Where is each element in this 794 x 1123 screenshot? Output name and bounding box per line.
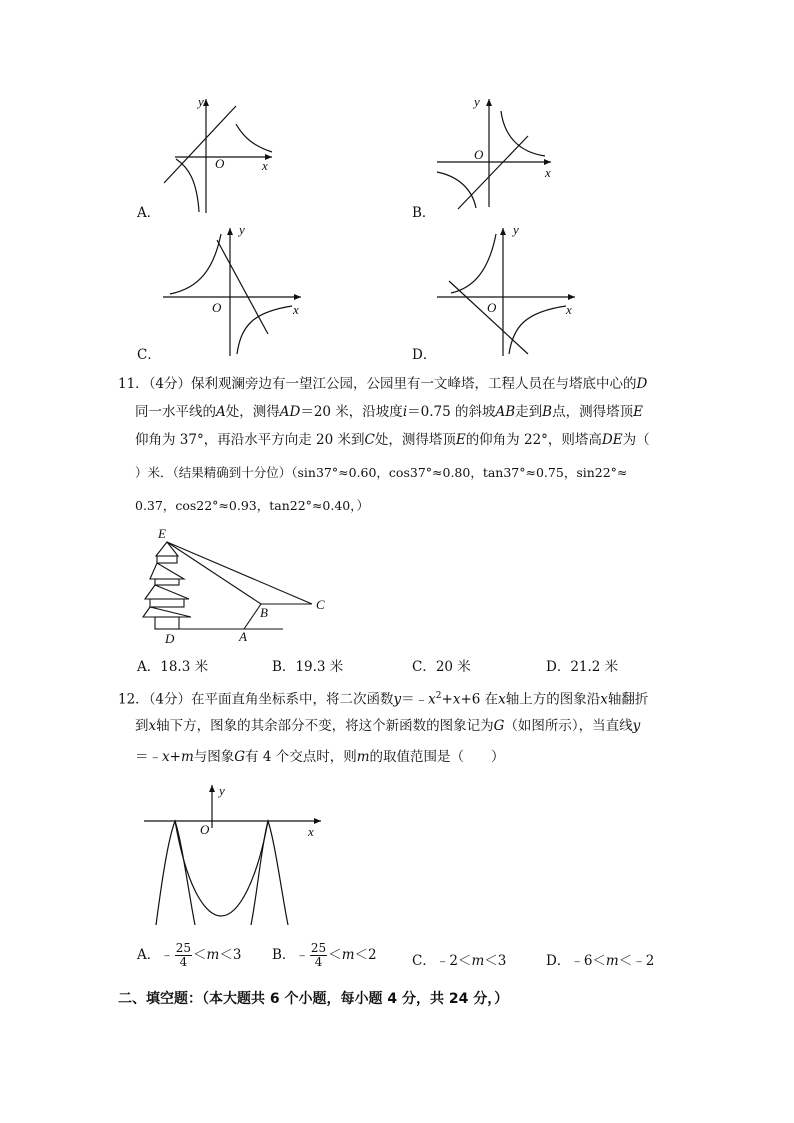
fraction-numerator: 25	[175, 941, 192, 955]
origin-label: O	[212, 300, 222, 315]
question-text: 在平面直角坐标系中，将二次函数	[191, 691, 394, 708]
var-m: m	[341, 947, 355, 963]
question-text: 同一水平线的	[135, 404, 216, 420]
q11-option-c: C．20 米	[412, 659, 471, 675]
q12-option-c	[412, 949, 506, 969]
option-label: A．	[137, 205, 161, 221]
var-m: m	[605, 953, 619, 969]
axis-label-y: y	[513, 222, 519, 237]
var-y: y	[393, 691, 402, 708]
axis-label-x: x	[545, 165, 551, 180]
var-m: m	[471, 953, 485, 969]
option-label: D．	[412, 347, 437, 363]
axis-label-x: x	[308, 824, 314, 839]
question-text: 轴上方的图象沿	[505, 691, 601, 708]
question-text: ＝﹣	[401, 691, 429, 708]
q12-option-a	[137, 942, 241, 969]
option-label: C．	[137, 347, 161, 363]
question-text: 走到	[515, 404, 543, 420]
origin-label: O	[215, 156, 225, 171]
axis-label-y: y	[474, 94, 480, 109]
q12-option-d	[546, 949, 654, 969]
question-text: 与图象	[193, 749, 235, 765]
question-text: 有 4 个交点时，则	[245, 749, 357, 765]
var-i: i	[402, 404, 408, 420]
origin-label: O	[487, 300, 497, 315]
option-label: B．	[272, 947, 296, 963]
var-a: A	[216, 404, 226, 420]
question-text: 的仰角为 22°，则塔高	[465, 432, 602, 448]
var-e: E	[633, 404, 643, 420]
q11-option-d: D．21.2 米	[546, 659, 619, 675]
var-x: x	[162, 749, 170, 765]
question-number: 12．	[118, 691, 149, 708]
option-text: ＜3	[484, 953, 507, 969]
var-x: x	[428, 691, 436, 708]
question-text: 到	[135, 718, 149, 734]
var-d: D	[636, 376, 648, 392]
var-m: m	[206, 947, 220, 963]
question-text: ＝﹣	[135, 749, 162, 765]
point-b-label: B	[260, 605, 268, 620]
var-c: C	[364, 432, 375, 448]
var-g: G	[234, 749, 246, 765]
point-c-label: C	[316, 597, 325, 612]
question-text: ＝0.75 的斜坡	[407, 404, 496, 420]
point-d-label: D	[165, 631, 175, 646]
question-text: （如图所示），当直线	[504, 718, 633, 734]
axis-label-y: y	[198, 94, 204, 109]
option-label: C．	[412, 953, 436, 969]
q11-line-4: ）米．（结果精确到十分位）（sin37°≈0.60，cos37°≈0.80，tan37°≈0.75，sin22°≈	[135, 465, 628, 480]
var-m: m	[180, 749, 194, 765]
fraction-denominator: 4	[314, 955, 323, 969]
option-text: ﹣	[160, 947, 174, 963]
question-text: 保利观澜旁边有一望江公园，公园里有一文峰塔，工程人员在与塔底中心的	[191, 376, 637, 392]
question-text: +	[169, 749, 181, 765]
origin-label: O	[200, 822, 210, 837]
fraction-numerator: 25	[310, 941, 327, 955]
axis-label-x: x	[566, 302, 572, 317]
question-text: 轴翻折	[607, 691, 649, 708]
axis-label-y: y	[219, 783, 225, 798]
var-de: DE	[601, 432, 623, 448]
var-ad: AD	[279, 404, 301, 420]
question-text: +	[441, 691, 453, 708]
exponent: 2	[435, 691, 442, 701]
q12-option-b	[272, 942, 377, 969]
fraction	[175, 942, 192, 969]
option-text: ﹣	[295, 947, 309, 963]
question-number: 11．	[118, 376, 149, 392]
fraction-denominator: 4	[179, 955, 188, 969]
option-text: ＜	[193, 947, 207, 963]
question-text: +6 在	[460, 691, 499, 708]
option-text: ＜﹣2	[618, 953, 655, 969]
question-points: （4分）	[148, 376, 192, 392]
var-x: x	[498, 691, 506, 708]
q11-option-a: A．18.3 米	[137, 659, 209, 675]
var-y: y	[632, 718, 641, 734]
question-text: 处，测得	[225, 404, 280, 420]
question-text: 轴下方，图象的其余部分不变，将这个新函数的图象记为	[156, 718, 494, 734]
question-text: 为（	[622, 432, 650, 448]
var-g: G	[493, 718, 505, 734]
var-e: E	[455, 432, 466, 448]
q11-line-5: 0.37，cos22°≈0.93，tan22°≈0.40，）	[135, 498, 369, 513]
option-label: B．	[412, 205, 436, 221]
var-m: m	[356, 749, 370, 765]
origin-label: O	[474, 147, 484, 162]
q11-option-b: B．19.3 米	[272, 659, 344, 675]
option-text: ﹣2＜	[435, 953, 472, 969]
question-text: 点，测得塔顶	[552, 404, 634, 420]
point-a-label: A	[239, 629, 247, 644]
var-x: x	[148, 718, 157, 734]
question-text: 仰角为 37°，再沿水平方向走 20 米到	[135, 432, 365, 448]
axis-label-x: x	[262, 158, 268, 173]
fraction	[310, 942, 327, 969]
axis-label-x: x	[293, 302, 299, 317]
option-text: ＜3	[219, 947, 242, 963]
option-text: ＜	[328, 947, 342, 963]
point-e-label: E	[158, 526, 166, 541]
question-text: 处，测得塔顶	[374, 432, 456, 448]
option-label: D．	[546, 953, 571, 969]
axis-label-y: y	[239, 222, 245, 237]
section-heading-fill-in: 二、填空题：（本大题共 6 个小题，每小题 4 分，共 24 分，）	[118, 991, 509, 1007]
option-text: ＜2	[354, 947, 377, 963]
question-points: （4分）	[148, 691, 192, 708]
var-x: x	[452, 691, 461, 708]
question-text: 的取值范围是（ ）	[369, 749, 505, 765]
var-ab: AB	[495, 404, 516, 420]
question-text: ＝20 米，沿坡度	[300, 404, 403, 420]
var-x: x	[600, 691, 608, 708]
option-label: A．	[137, 947, 161, 963]
option-text: ﹣6＜	[570, 953, 606, 969]
var-b: B	[542, 404, 553, 420]
